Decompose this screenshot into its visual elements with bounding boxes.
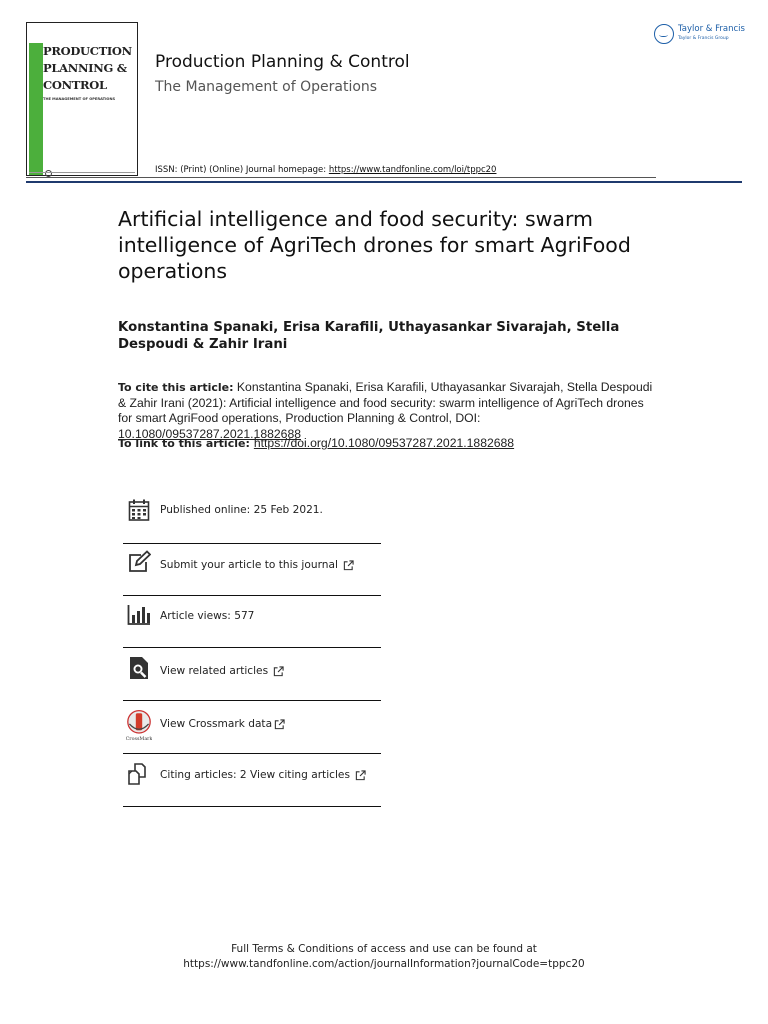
search-document-icon [127, 656, 151, 680]
info-row-text: Article views: 577 [160, 610, 255, 622]
info-row-text [160, 559, 354, 571]
journal-subtitle: The Management of Operations [155, 79, 378, 95]
info-row-submit[interactable] [123, 548, 381, 600]
calendar-icon [127, 498, 151, 522]
crossmark-link[interactable]: View Crossmark data [160, 718, 273, 730]
row-divider [123, 700, 381, 701]
info-row-text: Published online: 25 Feb 2021. [160, 504, 323, 516]
article-doi-url[interactable]: https://doi.org/10.1080/09537287.2021.1882688 [253, 436, 515, 450]
external-link-icon [355, 770, 366, 781]
issn-prefix: ISSN: (Print) (Online) Journal homepage: [155, 165, 329, 175]
external-link-icon [274, 719, 285, 730]
info-row-text [160, 718, 285, 730]
bar-chart-icon [127, 602, 151, 626]
cover-title-line: PRODUCTION [43, 44, 132, 58]
journal-cover [26, 22, 138, 176]
svg-text:CrossMark: CrossMark [126, 736, 152, 741]
crossmark-icon [126, 709, 152, 741]
header-rule-thick [26, 181, 742, 183]
cover-green-bar [29, 43, 43, 175]
cover-bottom-line [29, 172, 135, 173]
cover-subtitle: THE MANAGEMENT OF OPERATIONS [43, 97, 116, 101]
link-label: To link to this article: [118, 437, 250, 450]
article-link-line [118, 436, 678, 450]
article-authors: Konstantina Spanaki, Erisa Karafili, Uthayasankar Sivarajah, Stella Despoudi & Zahir Irani [118, 320, 620, 352]
footer-line1: Full Terms & Conditions of access and use can be found at [231, 943, 537, 955]
row-divider [123, 595, 381, 596]
taylor-francis-logo-icon [654, 24, 674, 44]
header-rule-thin [26, 177, 656, 178]
footer-terms [0, 942, 768, 972]
info-row-published [123, 496, 381, 548]
info-row-text [160, 769, 366, 781]
cover-title [43, 43, 132, 94]
row-divider [123, 647, 381, 648]
related-articles-link[interactable]: View related articles [160, 665, 269, 677]
submit-article-link[interactable]: Submit your article to this journal [160, 559, 338, 571]
footer-terms-link[interactable]: https://www.tandfonline.com/action/journalInformation?journalCode=tppc20 [183, 958, 585, 970]
info-row-citing[interactable] [123, 758, 381, 810]
row-divider [123, 753, 381, 754]
row-divider [123, 806, 381, 807]
info-row-views [123, 600, 381, 652]
article-title: Artificial intelligence and food security: swarm intelligence of AgriTech drones for smart AgriFood operations [118, 207, 631, 283]
publisher-logo[interactable] [654, 22, 748, 48]
publisher-group: Taylor & Francis Group [678, 36, 729, 41]
cite-label: To cite this article: [118, 381, 234, 394]
citing-articles-link[interactable]: Citing articles: 2 View citing articles [160, 769, 350, 781]
cover-title-line: PLANNING & [43, 61, 127, 75]
cover-publisher-logo [45, 163, 73, 171]
cover-title-line: CONTROL [43, 78, 107, 92]
journal-title: Production Planning & Control [155, 52, 410, 72]
external-link-icon [343, 560, 354, 571]
issn-line [155, 165, 496, 175]
info-row-text [160, 665, 284, 677]
citation-block [118, 380, 658, 442]
info-row-related[interactable] [123, 652, 381, 704]
publisher-name: Taylor & Francis [678, 24, 745, 34]
doi-link[interactable]: 10.1080/09537287.2021.1882688 [118, 426, 301, 441]
edit-icon [127, 550, 151, 574]
citing-articles-icon [127, 762, 151, 786]
external-link-icon [273, 666, 284, 677]
info-row-crossmark[interactable] [123, 705, 381, 757]
row-divider [123, 543, 381, 544]
journal-homepage-link[interactable]: https://www.tandfonline.com/loi/tppc20 [328, 165, 497, 175]
cite-text: Konstantina Spanaki, Erisa Karafili, Uthayasankar Sivarajah, Stella Despoudi & Zahir Irani (2021): Artificial intelligence and food security: swarm intelligence of AgriTech drones for smart AgriFood operations, Production Planning & Control, DOI: [118, 380, 653, 425]
